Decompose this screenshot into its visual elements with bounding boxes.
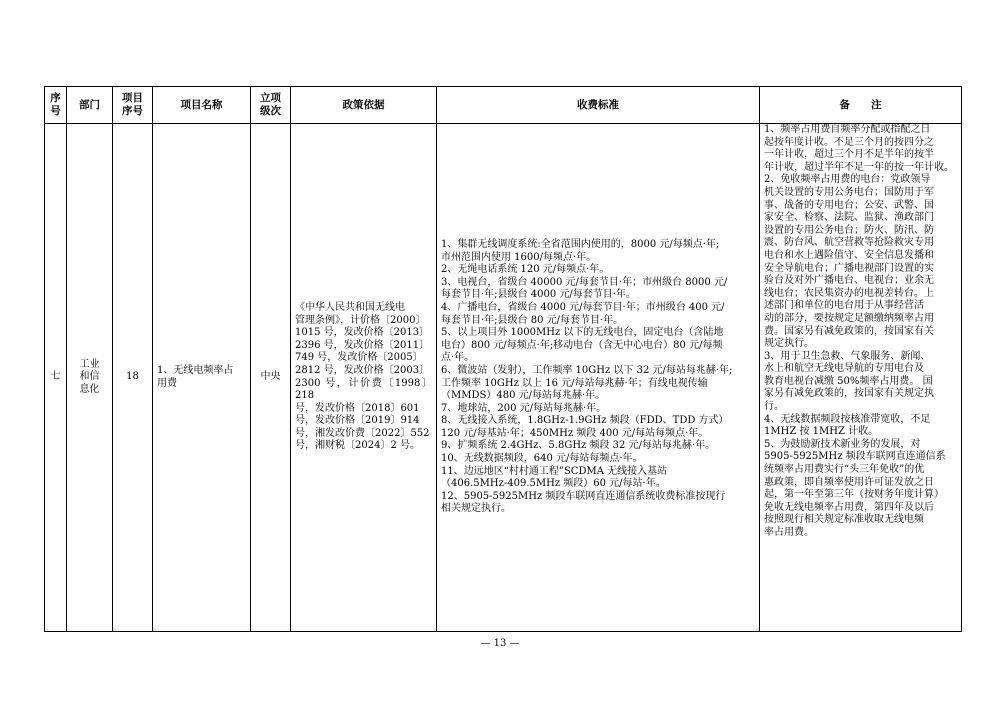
- header-item-no: 项目 序号: [113, 87, 153, 124]
- header-row: [45, 87, 962, 124]
- cell-dept: 工业 和信 息化: [67, 124, 113, 632]
- cell-seq: 七: [45, 124, 67, 632]
- cell-item-name: 1、无线电频率占 用费: [153, 124, 251, 632]
- fee-table: [44, 86, 962, 632]
- header-note: 备 注: [760, 87, 962, 124]
- cell-item-no: 18: [113, 124, 153, 632]
- header-level: 立项 级次: [251, 87, 291, 124]
- table-row: [45, 124, 962, 632]
- page-number: — 13 —: [480, 638, 520, 649]
- header-dept: 部门: [67, 87, 113, 124]
- header-item-name: 项目名称: [153, 87, 251, 124]
- cell-note: 1、频率占用费自频率分配或指配之日 起按年度计收。不足三个月的按四分之 一年计收，超过三个月不足半年的按半 年计收，超过半年不足一年的按一年计收。 2、免收频率占用费的电台：党政领导 机关设置的专用公务电台；国防用于军 事、战备的专用电台；公安、武警、国 家安全、检察、法院、监狱、渔政部门 设置的专用公务电台；防火、防汛、防 震、防台风、航空营救等抢险救灾专用 电台和水上遇险值守、安全信息发播和 安全导航电台；广播电视部门设置的实 验台及对外广播电台、电视台；业余无 线电台；农民集资办的电视差转台。上 述部门和单位的电台用于从事经营活 动的部分，要按规定足额缴纳频率占用 费。国家另有减免政策的，按国家有关 规定执行。 3、用于卫生急救、气象服务、新闻、 水上和航空无线电导航的专用电台及 教育电视台减缴 50%频率占用费。 国 家另有减免政策的，按国家有关规定执 行。 4、无线数据频段按核准带宽收，不足 1MHZ 按 1MHZ 计收。 5、为鼓励新技术新业务的发展，对 5905-5925MHz 频段车联网直连通信系 统频率占用费实行“头三年免收”的优 惠政策，即自频率使用许可证发放之日 起，第一年至第三年（按财务年度计算） 免收无线电频率占用费，第四年及以后 按照现行相关规定标准收取无线电频 率占用费。: [760, 124, 962, 632]
- header-seq: 序 号: [45, 87, 67, 124]
- header-policy: 政策依据: [291, 87, 437, 124]
- cell-fee: 1、集群无线调度系统:全省范围内使用的，8000 元/每频点·年; 市州范围内使用 1600/每频点·年。 2、无绳电话系统 120 元/每频点·年。 3、电视台，省级台 40000 元/每套节目·年；市州级台 8000 元/ 每套节目·年;县级台 4000 元/每套节目·年。 4、广播电台，省级台 4000 元/每套节目·年；市州级台 400 元/ 每套节目·年;县级台 80 元/每套节目·年。 5、以上项目外 1000MHz 以下的无线电台，固定电台（含陆地 电台）800 元/每频点·年;移动电台（含无中心电台）80 元/每频 点·年。 6、微波站（发射），工作频率 10GHz 以下 32 元/每站每兆赫·年; 工作频率 10GHz 以上 16 元/每站每兆赫·年；有线电视传输 （MMDS）480 元/每站每兆赫·年。 7、地球站，200 元/每站每兆赫·年。 8、无线接入系统，1.8GHz-1.9GHz 频段（FDD、TDD 方式） 120 元/每基站·年；450MHz 频段 400 元/每站每频点·年。 9、扩频系统 2.4GHz、5.8GHz 频段 32 元/每站每兆赫·年。 10、无线数据频段，640 元/每站每频点·年。 11、边远地区“村村通工程”SCDMA 无线接入基站 （406.5MHz-409.5MHz 频段）60 元/每站·年。 12、5905-5925MHz 频段车联网直连通信系统收费标准按现行 相关规定执行。: [437, 124, 760, 632]
- cell-policy: 《中华人民共和国无线电 管理条例》，计价格〔2000〕 1015 号，发改价格〔2013〕 2396 号，发改价格〔2011〕 749 号，发改价格〔2005〕 2812 号，发改价格〔2003〕 2300 号，计价费〔1998〕218 号，发改价格〔2018〕601 号，发改价格〔2019〕914 号，湘发改价费〔2022〕552 号，湘财税〔2024〕2 号。: [291, 124, 437, 632]
- cell-level: 中央: [251, 124, 291, 632]
- header-fee: 收费标准: [437, 87, 760, 124]
